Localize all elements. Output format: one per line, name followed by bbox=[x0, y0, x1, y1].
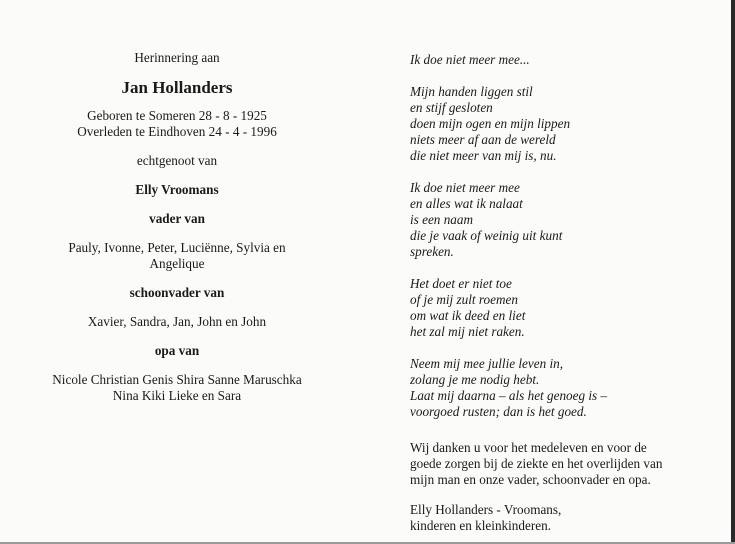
poem-line: Mijn handen liggen stil bbox=[410, 84, 533, 99]
poem-stanza bbox=[410, 52, 710, 68]
thanks-paragraph bbox=[410, 440, 710, 488]
thanks-line: mijn man en onze vader, schoonvader en opa. bbox=[410, 472, 651, 487]
poem-line: of je mij zult roemen bbox=[410, 292, 518, 307]
greeting: Herinnering aan bbox=[134, 50, 220, 65]
poem-line: spreken. bbox=[410, 244, 454, 259]
poem-line: Ik doe niet meer mee... bbox=[410, 52, 530, 67]
children-line-2: Angelique bbox=[149, 256, 205, 271]
thanks-line: goede zorgen bij de ziekte en het overlijden van bbox=[410, 456, 663, 471]
death-line: Overleden te Eindhoven 24 - 4 - 1996 bbox=[77, 124, 277, 139]
poem-line: is een naam bbox=[410, 212, 473, 227]
poem-line: Ik doe niet meer mee bbox=[410, 180, 520, 195]
grandchildren-block bbox=[18, 372, 336, 404]
poem-line: die niet meer van mij is, nu. bbox=[410, 148, 557, 163]
spouse-name: Elly Vroomans bbox=[135, 182, 219, 197]
poem-line: het zal mij niet raken. bbox=[410, 324, 525, 339]
poem-line: die je vaak of weinig uit kunt bbox=[410, 228, 563, 243]
signature bbox=[410, 502, 710, 534]
poem-line: Laat mij daarna – als het genoeg is – bbox=[410, 388, 608, 403]
grandchildren-line-1: Nicole Christian Genis Shira Sanne Maruschka bbox=[52, 372, 302, 387]
deceased-name: Jan Hollanders bbox=[121, 78, 233, 97]
spouse-label: echtgenoot van bbox=[136, 153, 218, 168]
poem-line: Het doet er niet toe bbox=[410, 276, 512, 291]
poem-line: voorgoed rusten; dan is het goed. bbox=[410, 404, 587, 419]
poem-stanza bbox=[410, 180, 710, 260]
poem-stanza bbox=[410, 356, 710, 420]
poem-line: en stijf gesloten bbox=[410, 100, 493, 115]
in-laws-line: Xavier, Sandra, Jan, John en John bbox=[87, 314, 267, 329]
poem bbox=[410, 52, 710, 420]
children-block bbox=[18, 240, 336, 272]
father-in-law-label: schoonvader van bbox=[129, 285, 225, 300]
poem-stanza bbox=[410, 84, 710, 164]
grandpa-label: opa van bbox=[154, 343, 200, 358]
father-label: vader van bbox=[149, 211, 205, 226]
poem-line: niets meer af aan de wereld bbox=[410, 132, 556, 147]
left-panel bbox=[18, 50, 336, 404]
birth-line: Geboren te Someren 28 - 8 - 1925 bbox=[87, 108, 267, 123]
poem-line: doen mijn ogen en mijn lippen bbox=[410, 116, 571, 131]
poem-line: om wat ik deed en liet bbox=[410, 308, 526, 323]
card-edge-right bbox=[731, 0, 735, 544]
dates-block bbox=[18, 108, 336, 140]
grandchildren-line-2: Nina Kiki Lieke en Sara bbox=[112, 388, 242, 403]
right-panel bbox=[410, 52, 710, 534]
thanks-line: Wij danken u voor het medeleven en voor de bbox=[410, 440, 647, 455]
poem-line: zolang je me nodig hebt. bbox=[410, 372, 540, 387]
poem-stanza bbox=[410, 276, 710, 340]
children-line-1: Pauly, Ivonne, Peter, Luciënne, Sylvia en bbox=[68, 240, 286, 255]
signature-line: kinderen en kleinkinderen. bbox=[410, 518, 551, 533]
signature-line: Elly Hollanders - Vroomans, bbox=[410, 502, 562, 517]
poem-line: Neem mij mee jullie leven in, bbox=[410, 356, 564, 371]
poem-line: en alles wat ik nalaat bbox=[410, 196, 523, 211]
